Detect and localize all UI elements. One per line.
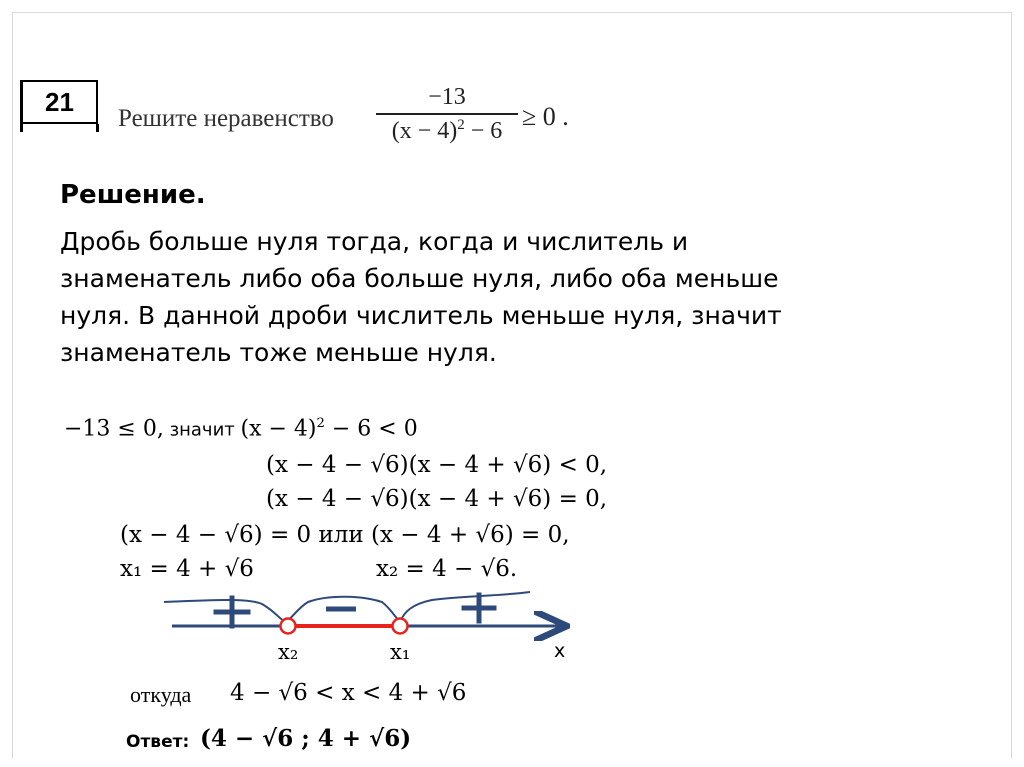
root-x1: x₁ = 4 + √6 bbox=[120, 556, 254, 582]
task-number-box: 21 bbox=[20, 80, 98, 124]
task-fraction bbox=[372, 84, 522, 145]
conclusion-label: откуда bbox=[130, 682, 192, 707]
box-tick-left bbox=[20, 124, 23, 132]
label-x1: x₁ bbox=[390, 640, 411, 664]
root-x2: x₂ = 4 − √6. bbox=[376, 556, 518, 582]
sign-plus-right bbox=[464, 595, 494, 621]
sign-plus-left bbox=[216, 598, 248, 626]
solution-heading: Решение. bbox=[60, 180, 206, 210]
point-x2-marker bbox=[281, 619, 296, 634]
paragraph-line: знаменатель либо оба больше нуля, либо оба меньше bbox=[60, 264, 779, 293]
step-2: (x − 4 − √6)(x − 4 + √6) < 0, bbox=[266, 452, 608, 478]
box-tick-right bbox=[96, 124, 99, 132]
fraction-denominator: $(x - 4)^2 - 6$ bbox=[391, 116, 503, 144]
point-x1-marker bbox=[393, 619, 408, 634]
step-1: −13 ≤ 0, значит $(x - 4)^2 - 6 < 0$ bbox=[64, 416, 418, 442]
paragraph-line: знаменатель тоже меньше нуля. bbox=[60, 338, 497, 367]
step-4: (x − 4 − √6) = 0 или (x − 4 + √6) = 0, bbox=[120, 522, 570, 548]
answer-label: Ответ: bbox=[126, 732, 190, 752]
solution-paragraph bbox=[60, 223, 990, 371]
answer-value: (4 − √6 ; 4 + √6) bbox=[200, 725, 412, 752]
label-x2: x₂ bbox=[278, 640, 299, 664]
task-prompt: Решите неравенство bbox=[118, 105, 334, 132]
number-line-diagram bbox=[150, 582, 590, 666]
fraction-bar bbox=[376, 113, 518, 115]
task-relation: ≥ 0 . bbox=[522, 102, 569, 131]
fraction-numerator: −13 bbox=[428, 84, 466, 110]
axis-label-x: x bbox=[554, 640, 566, 662]
paragraph-line: нуля. В данной дроби числитель меньше нуля, значит bbox=[60, 301, 782, 330]
step-3: (x − 4 − √6)(x − 4 + √6) = 0, bbox=[266, 486, 608, 512]
paragraph-line: Дробь больше нуля тогда, когда и числитель и bbox=[60, 227, 689, 256]
conclusion-inequality: 4 − √6 < x < 4 + √6 bbox=[230, 680, 467, 706]
